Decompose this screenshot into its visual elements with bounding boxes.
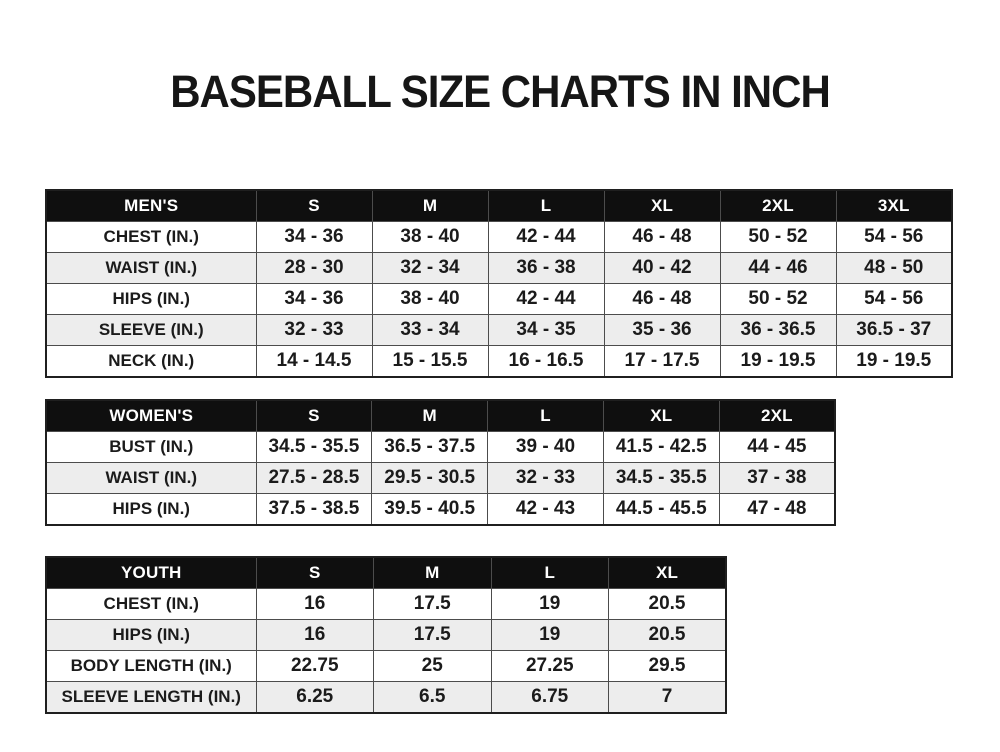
size-value: 41.5 - 42.5 xyxy=(603,432,719,463)
size-value: 6.5 xyxy=(374,682,492,714)
size-value: 40 - 42 xyxy=(604,253,720,284)
row-label: BUST (IN.) xyxy=(46,432,256,463)
size-value: 29.5 - 30.5 xyxy=(372,463,488,494)
size-value: 54 - 56 xyxy=(836,222,952,253)
size-value: 19 xyxy=(491,620,609,651)
size-value: 46 - 48 xyxy=(604,284,720,315)
row-label: CHEST (IN.) xyxy=(46,589,256,620)
size-value: 33 - 34 xyxy=(372,315,488,346)
row-label: WAIST (IN.) xyxy=(46,463,256,494)
mens-table-title: MEN'S xyxy=(46,190,256,222)
row-label: SLEEVE LENGTH (IN.) xyxy=(46,682,256,714)
size-value: 32 - 33 xyxy=(256,315,372,346)
table-row xyxy=(46,222,952,253)
table-row xyxy=(46,253,952,284)
table-row xyxy=(46,463,835,494)
size-value: 16 xyxy=(256,620,374,651)
womens-column-header: L xyxy=(488,400,604,432)
table-row xyxy=(46,682,726,714)
size-value: 22.75 xyxy=(256,651,374,682)
youth-column-header: M xyxy=(374,557,492,589)
row-label: BODY LENGTH (IN.) xyxy=(46,651,256,682)
row-label: HIPS (IN.) xyxy=(46,494,256,526)
womens-header-row xyxy=(46,400,835,432)
youth-header-row xyxy=(46,557,726,589)
size-value: 48 - 50 xyxy=(836,253,952,284)
mens-header-row xyxy=(46,190,952,222)
size-value: 42 - 44 xyxy=(488,222,604,253)
size-value: 14 - 14.5 xyxy=(256,346,372,378)
page-title: BASEBALL SIZE CHARTS IN INCH xyxy=(170,66,830,117)
size-value: 19 - 19.5 xyxy=(836,346,952,378)
size-value: 7 xyxy=(609,682,727,714)
size-value: 15 - 15.5 xyxy=(372,346,488,378)
youth-size-table xyxy=(45,556,727,714)
size-value: 50 - 52 xyxy=(720,222,836,253)
size-value: 29.5 xyxy=(609,651,727,682)
size-value: 17.5 xyxy=(374,620,492,651)
mens-column-header: L xyxy=(488,190,604,222)
size-value: 20.5 xyxy=(609,589,727,620)
size-value: 42 - 44 xyxy=(488,284,604,315)
size-value: 46 - 48 xyxy=(604,222,720,253)
size-value: 16 - 16.5 xyxy=(488,346,604,378)
size-value: 19 xyxy=(491,589,609,620)
size-value: 44 - 45 xyxy=(719,432,835,463)
table-row xyxy=(46,346,952,378)
size-value: 27.25 xyxy=(491,651,609,682)
size-value: 28 - 30 xyxy=(256,253,372,284)
row-label: HIPS (IN.) xyxy=(46,620,256,651)
size-value: 32 - 34 xyxy=(372,253,488,284)
mens-column-header: 3XL xyxy=(836,190,952,222)
size-value: 34.5 - 35.5 xyxy=(603,463,719,494)
youth-column-header: XL xyxy=(609,557,727,589)
size-value: 37 - 38 xyxy=(719,463,835,494)
size-value: 42 - 43 xyxy=(488,494,604,526)
size-value: 39 - 40 xyxy=(488,432,604,463)
womens-column-header: 2XL xyxy=(719,400,835,432)
womens-size-table xyxy=(45,399,836,526)
size-value: 34.5 - 35.5 xyxy=(256,432,372,463)
size-value: 16 xyxy=(256,589,374,620)
womens-column-header: XL xyxy=(603,400,719,432)
size-value: 38 - 40 xyxy=(372,284,488,315)
size-value: 17 - 17.5 xyxy=(604,346,720,378)
youth-table-title: YOUTH xyxy=(46,557,256,589)
mens-column-header: 2XL xyxy=(720,190,836,222)
size-value: 20.5 xyxy=(609,620,727,651)
row-label: NECK (IN.) xyxy=(46,346,256,378)
youth-column-header: L xyxy=(491,557,609,589)
size-value: 37.5 - 38.5 xyxy=(256,494,372,526)
youth-column-header: S xyxy=(256,557,374,589)
table-row xyxy=(46,620,726,651)
size-value: 36 - 36.5 xyxy=(720,315,836,346)
row-label: HIPS (IN.) xyxy=(46,284,256,315)
table-row xyxy=(46,284,952,315)
size-value: 36.5 - 37 xyxy=(836,315,952,346)
womens-column-header: M xyxy=(372,400,488,432)
size-value: 44.5 - 45.5 xyxy=(603,494,719,526)
size-value: 27.5 - 28.5 xyxy=(256,463,372,494)
table-row xyxy=(46,589,726,620)
size-value: 34 - 35 xyxy=(488,315,604,346)
mens-column-header: XL xyxy=(604,190,720,222)
size-value: 50 - 52 xyxy=(720,284,836,315)
table-row xyxy=(46,315,952,346)
row-label: CHEST (IN.) xyxy=(46,222,256,253)
size-value: 36.5 - 37.5 xyxy=(372,432,488,463)
row-label: WAIST (IN.) xyxy=(46,253,256,284)
size-value: 6.25 xyxy=(256,682,374,714)
size-value: 17.5 xyxy=(374,589,492,620)
size-value: 39.5 - 40.5 xyxy=(372,494,488,526)
size-value: 19 - 19.5 xyxy=(720,346,836,378)
mens-size-table xyxy=(45,189,953,378)
size-value: 34 - 36 xyxy=(256,222,372,253)
table-row xyxy=(46,651,726,682)
womens-table-title: WOMEN'S xyxy=(46,400,256,432)
size-value: 35 - 36 xyxy=(604,315,720,346)
mens-column-header: M xyxy=(372,190,488,222)
size-value: 25 xyxy=(374,651,492,682)
womens-column-header: S xyxy=(256,400,372,432)
size-value: 47 - 48 xyxy=(719,494,835,526)
table-row xyxy=(46,494,835,526)
size-value: 38 - 40 xyxy=(372,222,488,253)
size-value: 6.75 xyxy=(491,682,609,714)
size-value: 32 - 33 xyxy=(488,463,604,494)
size-value: 44 - 46 xyxy=(720,253,836,284)
mens-column-header: S xyxy=(256,190,372,222)
row-label: SLEEVE (IN.) xyxy=(46,315,256,346)
size-value: 36 - 38 xyxy=(488,253,604,284)
size-value: 54 - 56 xyxy=(836,284,952,315)
table-row xyxy=(46,432,835,463)
size-value: 34 - 36 xyxy=(256,284,372,315)
